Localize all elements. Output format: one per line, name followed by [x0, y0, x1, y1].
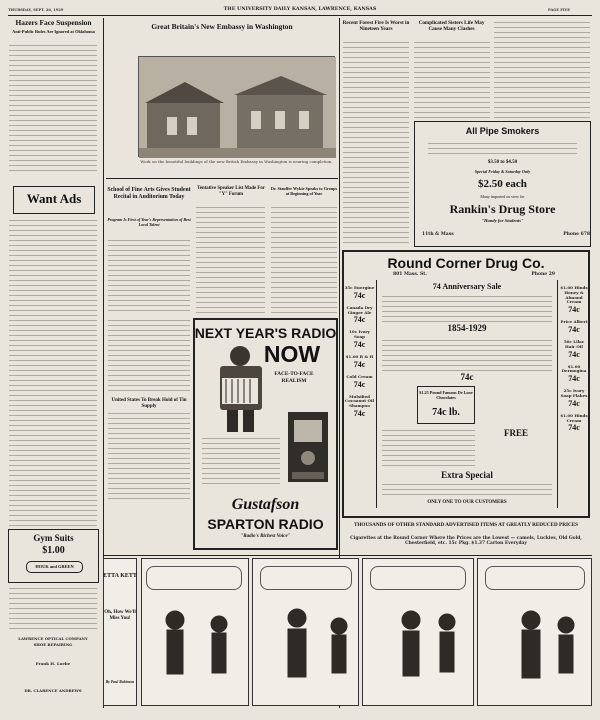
- stauffer-text: [271, 205, 337, 314]
- headline-embassy: Great Britain's New Embassy in Washington: [151, 22, 293, 31]
- masthead: THE UNIVERSITY DAILY KANSAN, LAWRENCE, KANSAS: [223, 6, 377, 12]
- want-ads-title: Want Ads: [26, 191, 82, 206]
- right-item-label: Price Albert: [560, 319, 588, 325]
- right-item-price: 74c: [568, 423, 580, 433]
- embassy-photo: [138, 56, 335, 157]
- left-item-price: 74c: [353, 408, 366, 418]
- rankins-drug-store: Rankin's Drug Store: [449, 202, 556, 216]
- radio-cabinet-illustration: [284, 410, 332, 485]
- right-item-price: 74c: [568, 398, 580, 408]
- extra-special: Extra Special: [441, 470, 493, 480]
- pipe-ad-text: [428, 141, 577, 157]
- drug-co-address: 801 Mass. St.: [393, 272, 427, 277]
- comic-figures: [141, 590, 592, 704]
- left-item-label: Canada Dry Ginger Ale: [346, 304, 373, 315]
- shoe-repairing: SHOE REPAIRING: [33, 642, 73, 647]
- right-item-price: 74c: [568, 305, 580, 315]
- embassy-buildings-graphic: [139, 57, 336, 158]
- pipe-view: Many imported on view for: [480, 194, 525, 199]
- right-price-column: [559, 286, 589, 433]
- headline-forest-fire: Recent Forest Fire Is Worst in Nineteen Years: [342, 20, 410, 32]
- left-item-price: 74c: [353, 379, 366, 389]
- embassy-rule: [106, 178, 338, 179]
- chocolates-label: $1.25 Pound Famous De Luxe Chocolates: [419, 390, 473, 400]
- left-item-price: 74c: [353, 290, 366, 300]
- doctor-ad: DR. CLARENCE ANDREWS: [24, 688, 82, 693]
- extra-special-note: ONLY ONE TO OUR CUSTOMERS: [427, 500, 507, 505]
- rankins-slogan: "Handy for Students": [481, 218, 524, 223]
- drug-ad-left-divider: [376, 280, 377, 508]
- fine-arts-text: [108, 238, 190, 314]
- comic-author: By Paul Robinson: [105, 680, 135, 684]
- pipe-sale-price: $2.50 each: [478, 178, 527, 190]
- rankins-phone: Phone 678: [563, 232, 590, 237]
- rankins-address: 11th & Mass: [422, 232, 454, 237]
- fine-arts-subhead: Program Is First of Year's Representation of Best Local Talent: [107, 217, 191, 227]
- comic-top-rule: [103, 555, 592, 556]
- houk-green-logo: HOUK and GREEN: [26, 561, 83, 573]
- left-item-price: 74c: [353, 315, 366, 325]
- headline-tin-supply: United States To Break Hold of Tin Supply: [111, 398, 187, 409]
- left-price-column: [344, 286, 375, 419]
- speech-bubble-1: [146, 566, 242, 590]
- pipe-regular-price: $3.50 to $4.50: [487, 160, 518, 165]
- tin-supply-text: [108, 411, 190, 499]
- speech-bubble-2: [260, 566, 352, 590]
- classified-ads: [9, 218, 97, 526]
- radio-dealer-name: Gustafson: [231, 496, 300, 513]
- loebe-ad: Frank H. Loebe: [35, 661, 71, 666]
- free-label: FREE: [503, 428, 528, 438]
- page-number: PAGE FIVE: [548, 8, 571, 12]
- headline-sisters: Complicated Sisters Life May Cause Many Clashes: [418, 20, 485, 32]
- pipe-special: Special Friday & Saturday Only: [474, 169, 531, 174]
- left-item-label: $1.00 B & H: [345, 353, 374, 359]
- pipe-ad-title: All Pipe Smokers: [465, 126, 540, 136]
- anniversary-text: [382, 294, 552, 322]
- speech-bubble-3: [370, 566, 466, 590]
- toiletries-text: [382, 428, 475, 466]
- program-text: [108, 318, 190, 395]
- headline-hazers: Hazers Face Suspension: [15, 18, 92, 27]
- sisters-text: [414, 40, 490, 120]
- sparton-slogan: "Radio's Richest Voice": [240, 534, 291, 539]
- left-item-price: 74c: [353, 339, 366, 349]
- extra-special-text: [382, 482, 552, 497]
- left-item-label: Mulsified Cocoanut Oil Shampoo: [344, 393, 375, 409]
- speech-bubble-4: [485, 566, 585, 590]
- headline-hazers-sub: Anti-Public Rules Are Ignored at Oklahoma: [12, 29, 95, 34]
- drug-co-title: Round Corner Drug Co.: [387, 255, 545, 271]
- comic-title: ETTA KETT: [103, 573, 137, 579]
- small-notices: [9, 586, 97, 631]
- anniversary-sale: 74 Anniversary Sale: [432, 282, 502, 291]
- article-text-hazers: [9, 43, 97, 171]
- cigarettes-notice: Cigarettes at the Round Corner Where the Prices are the Lowest — camels, Luckies, Old Gold, Chesterfield, etc. 15c Pkg. $1.37 Carton Everyday: [350, 536, 582, 547]
- header-rule: [8, 15, 592, 16]
- y-forum-text: [196, 205, 265, 314]
- gym-suits-price: $1.00: [42, 545, 65, 556]
- left-item-price: 74c: [353, 359, 366, 369]
- right-item-label: $1.00 Dermogina: [561, 363, 587, 374]
- right-item-price: 74c: [568, 349, 580, 359]
- right-item-price: 74c: [568, 324, 580, 334]
- radio-ad-now: NOW: [263, 341, 321, 367]
- headline-fine-arts: School of Fine Arts Gives Student Recital in Auditorium Today: [107, 187, 191, 200]
- forest-fire-text: [343, 40, 409, 245]
- accordion-player-illustration: [203, 342, 278, 434]
- right-item-label: 25c Ivory Soap Flakes: [560, 388, 588, 398]
- drug-items-text: [382, 338, 552, 372]
- radio-ad-text: [202, 436, 280, 488]
- other-items-notice: THOUSANDS OF OTHER STANDARD ADVERTISED ITEMS AT GREATLY REDUCED PRICES: [353, 522, 579, 528]
- anniversary-years: 1854-1929: [447, 323, 487, 333]
- comic-caption: Oh, How We'll Miss You!: [104, 610, 136, 621]
- headline-y-forum: Tentative Speaker List Made For "Y" Forum: [197, 186, 265, 197]
- drug-ad-right-divider: [557, 280, 558, 508]
- embassy-caption: Work on the beautiful buildings of the new British Embassy in Washington is nearing completion.: [140, 159, 333, 164]
- left-item-label: 35c Energine: [344, 285, 375, 290]
- gym-suits-title: Gym Suits: [33, 533, 74, 543]
- drug-co-phone: Phone 29: [531, 272, 555, 277]
- left-item-label: Cold Cream: [346, 373, 373, 379]
- radio-ad-title: NEXT YEAR'S RADIO: [194, 325, 337, 341]
- left-item-label: 10c Ivory Soap: [349, 329, 370, 340]
- right-item-label: 50c Lilac Hair Oil: [563, 338, 585, 349]
- issue-date: THURSDAY, SEPT. 26, 1929: [8, 8, 64, 12]
- chocolates-price: 74c lb.: [432, 407, 460, 418]
- misc-text: [494, 20, 590, 118]
- right-item-label: $1.00 Hinds Honey & Almond Cream: [560, 285, 588, 305]
- headline-stauffer: Dr. Stauffer Wykie Speaks to Groups at Beginning of Year: [270, 186, 338, 196]
- sparton-radio-brand: SPARTON RADIO: [207, 516, 324, 532]
- radio-ad-realism: FACE-TO-FACE REALISM: [274, 371, 314, 384]
- right-item-label: $1.00 Hinds Cream: [560, 412, 588, 423]
- middle-price: 74c: [460, 372, 474, 382]
- right-item-price: 74c: [568, 374, 580, 384]
- optical-company: LAWRENCE OPTICAL COMPANY: [18, 636, 88, 641]
